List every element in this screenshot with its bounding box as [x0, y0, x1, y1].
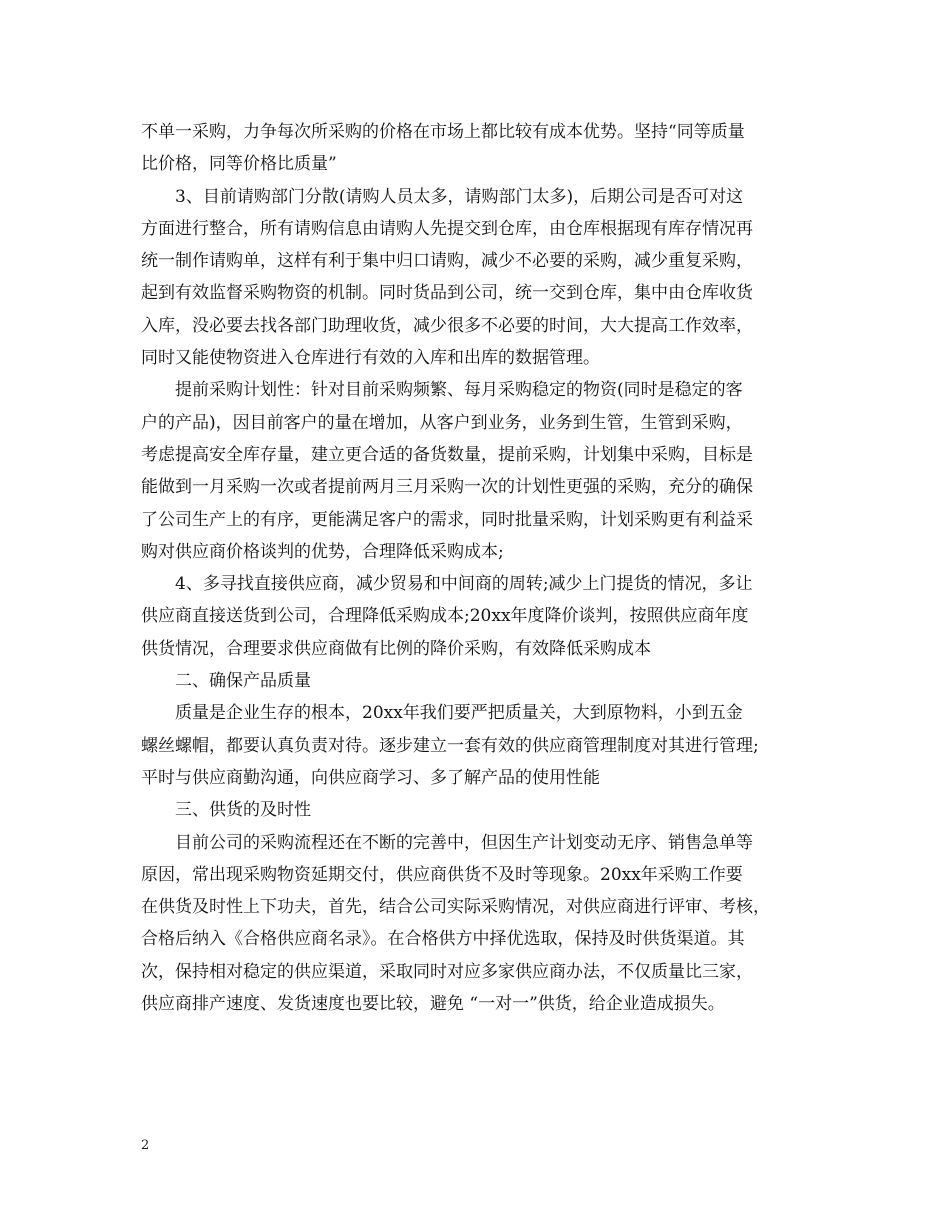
text-line: 目前公司的采购流程还在不断的完善中，但因生产计划变动无序、销售急单等: [175, 832, 753, 853]
text-line: 3、目前请购部门分散(请购人员太多，请购部门太多)，后期公司是否可对这: [175, 186, 744, 207]
text-line: 提前采购计划性：针对目前采购频繁、每月采购稳定的物资(同时是稳定的客: [175, 380, 743, 401]
text-line: 平时与供应商勤沟通，向供应商学习、多了解产品的使用性能: [141, 767, 600, 788]
text-line: 统一制作请购单，这样有利于集中归口请购，减少不必要的采购，减少重复采购，: [141, 251, 753, 272]
text-line: 供应商排产速度、发货速度也要比较，避免 “一对一”供货，给企业造成损失。: [141, 994, 725, 1015]
text-line: 次，保持相对稳定的供应渠道，采取同时对应多家供应商办法，不仅质量比三家，: [141, 961, 753, 982]
page-number: 2: [141, 1138, 150, 1153]
text-line: 不单一采购，力争每次所采购的价格在市场上都比较有成本优势。坚持“同等质量: [141, 122, 745, 142]
text-line: 三、供货的及时性: [175, 800, 311, 821]
text-line: 供货情况，合理要求供应商做有比例的降价采购，有效降低采购成本: [141, 638, 651, 659]
text-line: 4、多寻找直接供应商，减少贸易和中间商的周转;减少上门提货的情况，多让: [175, 574, 753, 595]
document-body: [141, 116, 813, 1020]
text-line: 供应商直接送货到公司，合理降低采购成本;20xx年度降价谈判，按照供应商年度: [141, 606, 749, 627]
text-line: 在供货及时性上下功夫，首先，结合公司实际采购情况，对供应商进行评审、考核，: [141, 897, 770, 918]
text-line: 起到有效监督采购物资的机制。同时货品到公司，统一交到仓库，集中由仓库收货: [141, 283, 753, 304]
text-line: 比价格，同等价格比质量”: [141, 154, 337, 175]
text-line: 方面进行整合，所有请购信息由请购人先提交到仓库，由仓库根据现有库存情况再: [141, 218, 753, 239]
text-line: 了公司生产上的有序，更能满足客户的需求，同时批量采购，计划采购更有利益采: [141, 509, 753, 530]
text-line: 考虑提高安全库存量，建立更合适的备货数量，提前采购，计划集中采购，目标是: [141, 444, 753, 465]
text-line: 螺丝螺帽，都要认真负责对待。逐步建立一套有效的供应商管理制度对其进行管理;: [141, 735, 759, 756]
text-line: 合格后纳入《合格供应商名录》。在合格供方中择优选取，保持及时供货渠道。其: [141, 929, 745, 950]
text-line: 质量是企业生存的根本，20xx年我们要严把质量关，大到原物料，小到五金: [175, 703, 743, 724]
text-line: 购对供应商价格谈判的优势，合理降低采购成本;: [141, 541, 504, 562]
text-line: 原因，常出现采购物资延期交付，供应商供货不及时等现象。20xx年采购工作要: [141, 864, 743, 885]
text-line: 二、确保产品质量: [175, 671, 311, 692]
text-line: 能做到一月采购一次或者提前两月三月采购一次的计划性更强的采购，充分的确保: [141, 477, 753, 498]
text-line: 同时又能使物资进入仓库进行有效的入库和出库的数据管理。: [141, 348, 600, 369]
text-line: 户的产品)，因目前客户的量在增加，从客户到业务，业务到生管，生管到采购，: [141, 412, 743, 433]
text-line: 入库，没必要去找各部门助理收货，减少很多不必要的时间，大大提高工作效率，: [141, 315, 753, 336]
